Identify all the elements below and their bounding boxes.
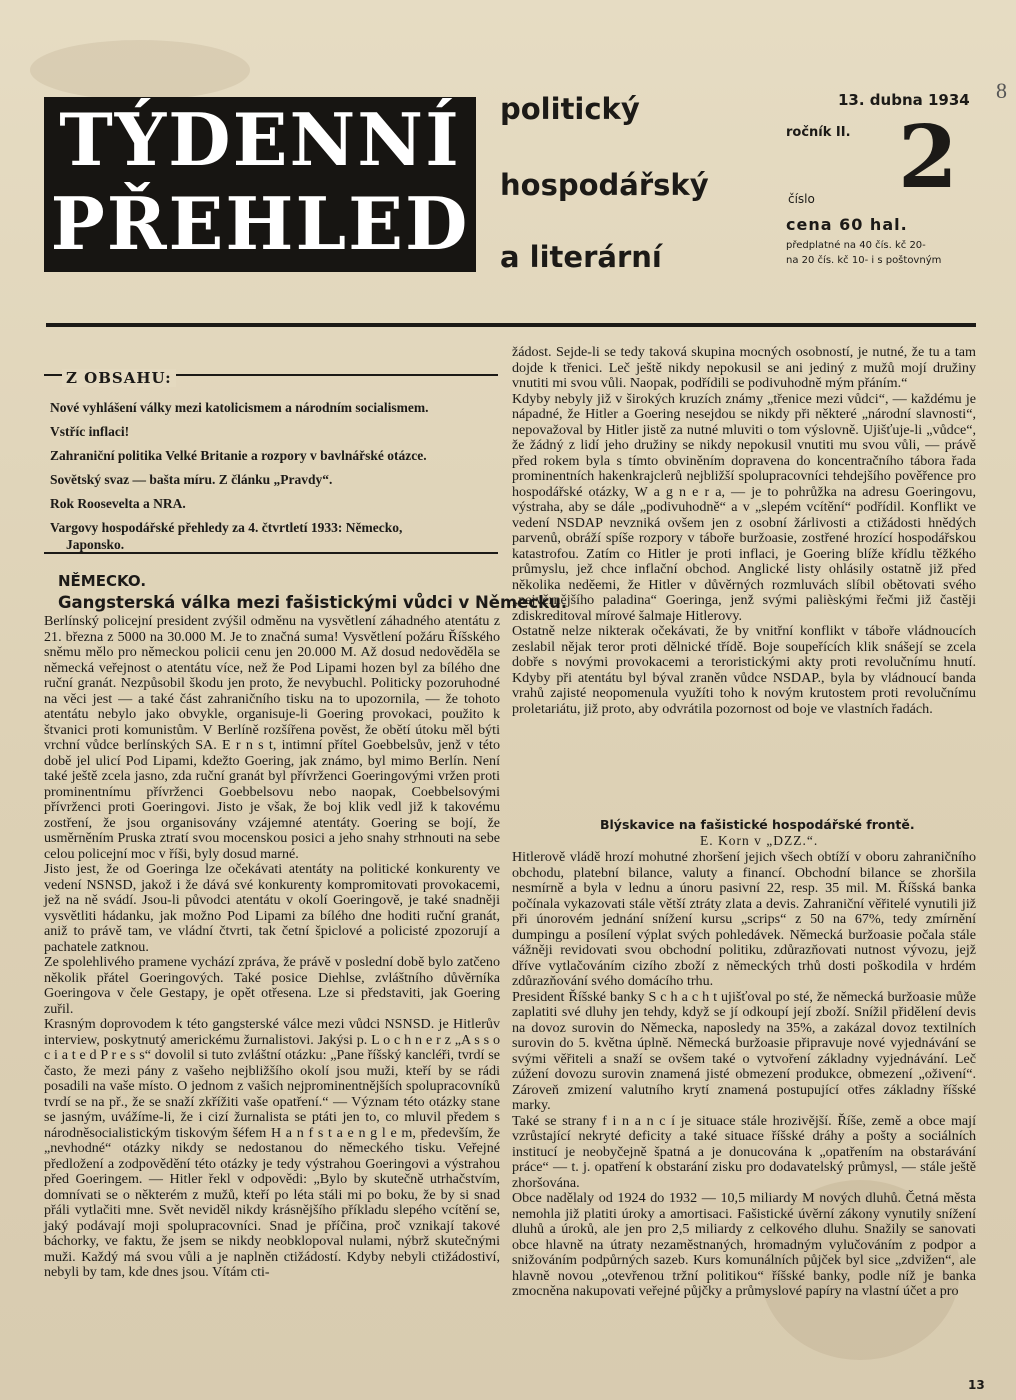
section-heading: NĚMECKO.	[58, 572, 147, 590]
handwritten-mark: 8	[996, 78, 1007, 103]
issue-number: 2	[898, 107, 958, 208]
volume-label: ročník II.	[786, 125, 851, 140]
toc-bottom-rule	[44, 552, 498, 554]
issue-label: číslo	[788, 192, 815, 206]
toc-heading: Z OBSAHU:	[62, 369, 176, 387]
masthead-subtitle-political: politický	[500, 92, 640, 126]
toc-item: Zahraniční politika Velké Britanie a rozpory v bavlnářské otázce.	[50, 448, 427, 463]
article-title: Gangsterská válka mezi fašistickými vůdci v Německu.	[58, 593, 568, 612]
toc-item: Rok Roosevelta a NRA.	[50, 496, 186, 511]
masthead-rule	[46, 323, 976, 327]
price: cena 60 hal.	[786, 215, 908, 234]
masthead-title-line1: TÝDENNÍ	[59, 97, 461, 182]
masthead-subtitle-literary: a literární	[500, 240, 662, 274]
article2-source: E. Korn v „DZZ.“.	[700, 833, 819, 848]
toc-item-text: Vargovy hospodářské přehledy za 4. čtvrtletí 1933: Německo,	[50, 520, 403, 535]
toc-item: Vstříc inflaci!	[50, 424, 130, 439]
toc-list	[50, 399, 500, 560]
paper-stain	[30, 40, 250, 100]
toc-item: Nové vyhlášení války mezi katolicismem a národním socialismem.	[50, 400, 429, 415]
article-body-right: žádost. Sejde-li se tedy taková skupina mocných osobností, je nutné, že tu a tam dojde k třenici. Leč ještě nikdy nepokusil se ani jediný z mužů mojí družiny vnutiti mi svou vůli. Naopak, podřídili se podivuhodně mým přáním.“ Kdyby nebyly již v širokých kruzích známy „třenice mezi vůdci“, — každému je nápadné, že Hitler a Goering nesejdou se nikdy při některé „národní slavnosti“, nepovažoval by Hitler jistě za nutné mluviti o tom výslovně. Ujišťuje-li „vůdce“, že žádný z lidí jeho družiny se nikdy nepokusil vnutiti mu svou vůli, — právě před rokem byla s tímto obviněním dopravena do koncentračního tábora řada prominentních hakenkrajclerů nejbližší spolupracovníci tehdejšího pověřence pro hospodářské otázky, W a g n e r a, — je to pohrůžka na adresu Goeringovu, výstraha, aby se dále „podivuhodně“ a v „slepém vcítění“ podřídil. Konflikt ve vedení NSDAP nevzniká ovšem jen z osobní žárlivosti a ctižádosti hnědých parvenů, obráží spíše rozpory v táboře buržoasie, zostřené hrozící hospodářskou katastrofou. Zatím co Hitler je proti inflaci, je Goering blíže křídlu těžkého průmyslu, jež chce inflační obchod. Anglické listy ohlásily ostatně již před několika neděemi, že Hitler v důvěrných rozmluvách slíbil obětovati svého „nejvěrnějšího paladina“ Goeringa, jenž svými palièskými řečmi již častěji zdiskreditoval mírové šalmaje Hitlerovy. Ostatně nelze nikterak očekávati, že by vnitřní konflikt v táboře vládnoucích zeslabil nějak teror proti dělnické třídě. Boje soupeřících klik snášejí se zcela dobře s novými provokacemi a teroristickými akty proti revolučnímu hnutí. Kdyby při atentátu byl býval zraněn vůdce NSDAP., byla by vládnoucí banda vrahů zajisté neopomenula využíti toho k novým krutostem proti revolučnímu proletariátu, již proto, aby odvrátila pozornost od boje ve vlastních řadách.	[512, 344, 976, 717]
masthead-subtitle-economic: hospodářský	[500, 168, 709, 202]
toc-item	[50, 519, 500, 553]
subscription-note-1: předplatné na 40 čís. kč 20-	[786, 240, 926, 251]
page-number: 13	[968, 1378, 985, 1392]
masthead-title-line2: PŘEHLED	[50, 181, 470, 266]
article-body-left: Berlínský policejní president zvýšil odměnu na vysvětlení záhadného atentátu z 21. března z 5000 na 30.000 M. Je to značná suma! Vysvětlení požáru Říšského sněmu mělo pro německou policii cenu jen 20.000 M. Až dosud nedověděla se německá veřejnost o atentátu více, než že Pod Lipami hozen byl za bílého dne ruční granát. Nezpůsobil škodu jen proto, že nevybuchl. Politicky pozoruhodné na věci jest — a také část zahraničního tisku na to upozornila, — že tohoto atentátu nebylo jako obvykle, organisuje-li Goering provokaci, použito k štvanici proti komunistům. V Berlíně rozšířena pověst, že obětí útoku měl býti vrchní vůdce berlínských SA. E r n s t, intimní přítel Goebbelsův, jenž v této době jel ulicí Pod Lipami, kdežto Goering, jak známo, byl mimo Berlín. Není také ještě zcela jasno, zda ruční granát byl přívrženci Goeringovými vržen proti prominentnímu přívrženci Goebbelsovu nebo naopak, Coebbelsovými přívrženci proti Goeringovi. Jisto je však, že boj klik vedl již k takovému zostření, že jsou organisovány vzájemné atentáty. Goering se bojí, že usměrněním Pruska ztratí svou mocenskou posici a jeho snahy strhnouti na sebe celou policejní moc v říši, byly dosud marné. Jisto jest, že od Goeringa lze očekávati atentáty na politické konkurenty ve vedení NSNSD, jakož i že dává své konkurenty kompromitovati provokacemi, jež na ně svádí. Jsou-li původci atentátu v okolí Goeringově, je také snadněji vysvětliti hádanku, jak možno Pod Lipami za bílého dne hoditi ruční granát, aniž to právě tam, ve vládní čtvrti, tak četní špiclové a policisté zpozorují a pachatele zatknou. Ze spolehlivého pramene vychází zpráva, že právě v poslední době bylo zatčeno několik přátel Goeringových. Také posice Diehlse, zvláštního důvěrníka Goeringova v čele Gestapy, je opět otřesena. Lze si představiti, jak Goering zuřil. Krasným doprovodem k této gangsterské válce mezi vůdci NSNSD. je Hitlerův interview, poskytnutý americkému žurnalistovi. Jakýsi p. L o c h n e r z „A s s o c i a t e d P r e s s“ dovolil si tuto zvláštní otázku: „Pane říšský kancléři, tvrdí se často, že mezi pány z vašeho nejbližšího okolí jsou muži, kteří by se rádi posadili na vaše místo. O jednom z vašich nejprominentnějších spolupracovníků tvrdí se na př., že se snaží zkřížiti vaše opatření.“ — Význam této otázky stane se jasným, uvážíme-li, že i cizí žurnalista se ptáti jen to, co mluvil předem s národněsocialistickým tiskovým šéfem H a n f s t a e n g l e m, především, že „nevhodné“ otázky nikdy se nedostanou do německého tisku. Veřejné předložení a zodpovědění této otázky je tedy výstrahou Goeringovi a výstrahou před Goeringem. — Hitler řekl v odpovědi: „Bylo by skutečně utrhačstvím, domnívati se o některém z mužů, kteří po léta stáli mi po boku, že by si snad přáli vytlačiti mne. Svět neviděl nikdy krásnějšího příkladu slepého vcítění se, jaký podávají moji spolupracovníci. Snad je příčina, proč vznikají takové báchorky, ve faktu, že jsem se nikdy neobklopoval nulami, nýbrž skutečnými muži. Každý má svou vůli a je naplněn ctižádostí. Kdyby nebyli ctižádostiví, nebyli by tam, kde dnes jsou. Vítám cti-	[44, 613, 500, 1280]
toc-item-continuation: Japonsko.	[66, 537, 125, 552]
article2-title: Blýskavice na fašistické hospodářské frontě.	[600, 817, 915, 832]
subscription-note-2: na 20 čís. kč 10- i s poštovným	[786, 255, 942, 266]
article2-body: Hitlerově vládě hrozí mohutné zhoršení jejich všech obtíží v oboru zahraničního obchodu, platební bilance, valuty a financí. Obchodní bilance se zhoršila nesmírně a byla v lednu a únoru pasivní 22, resp. 35 mil. M. Říšská banka počínala vykazovati stále větší ztráty zlata a devis. Zahraniční věřitelé vynutili již při únorovém jednání snížení kursu „scrips“ z 50 na 67%, tedy zmírnění dumpingu a posílení výplat svých pohledávek. Německá buržoasie počala stále vážněji revidovati svou obchodní politiku, zdůrazňovati nutnost vývozu, jejž dříve vytlačováním cizího zboží z německých trhů dosti poškodila v hrdém zdůrazňování svého domácího trhu. President Říšské banky S c h a c h t ujišťoval po sté, že německá buržoasie může zaplatiti své dluhy jen tehdy, když se jí odkoupí její zboží. Snížil přidělení devis na dovoz surovin do Německa, naposledy na 35%, a zakázal dovoz textilních surovin do 5. května úplně. Německá buržoasie připravuje nové vyjednávání se svými věřiteli a snaží se ovšem také o vytvoření základny vyjednávání. Leč zúžení dovozu surovin znamená jisté obmezení produkce, obmezení „oživení“. Zároveň zmizení valutního krytí znamená postupující otřes základny říšské marky. Také se strany f i n a n c í je situace stále hrozivější. Říše, země a obce mají vzrůstající nekryté deficity a také situace říšské dráhy a pošty a sociálních institucí je neobyčejně špatná a je donucována k „opatřením na obstarávání práce“ — t. j. opatření k obstarání zisku pro dodavatelský průmysl, — stále ještě zhoršována. Obce nadělaly od 1924 do 1932 — 10,5 miliardy M nových dluhů. Četná města nemohla již platiti úroky a amortisaci. Fašistické úvěrní zákony vynutily snížení dluhů a úroků, ale jen pro 2,5 miliardy z celkového dluhu. Snažily se sanovati obce hlavně na útraty nezaměstnaných, hromadným vylučováním z podpor a snižováním podpůrných sazeb. Kurs komunálních půjček byl sice „zdvižen“, ale hlavně novou „otevřenou tržní politikou“ říšské banky, podle níž je banka zmocněna nakupovati veřejné půjčky a průmyslové papíry na vlastní účet a pro	[512, 849, 976, 1299]
toc-item: Sovětský svaz — bašta míru. Z článku „Pravdy“.	[50, 472, 333, 487]
issue-date: 13. dubna 1934	[838, 91, 970, 109]
